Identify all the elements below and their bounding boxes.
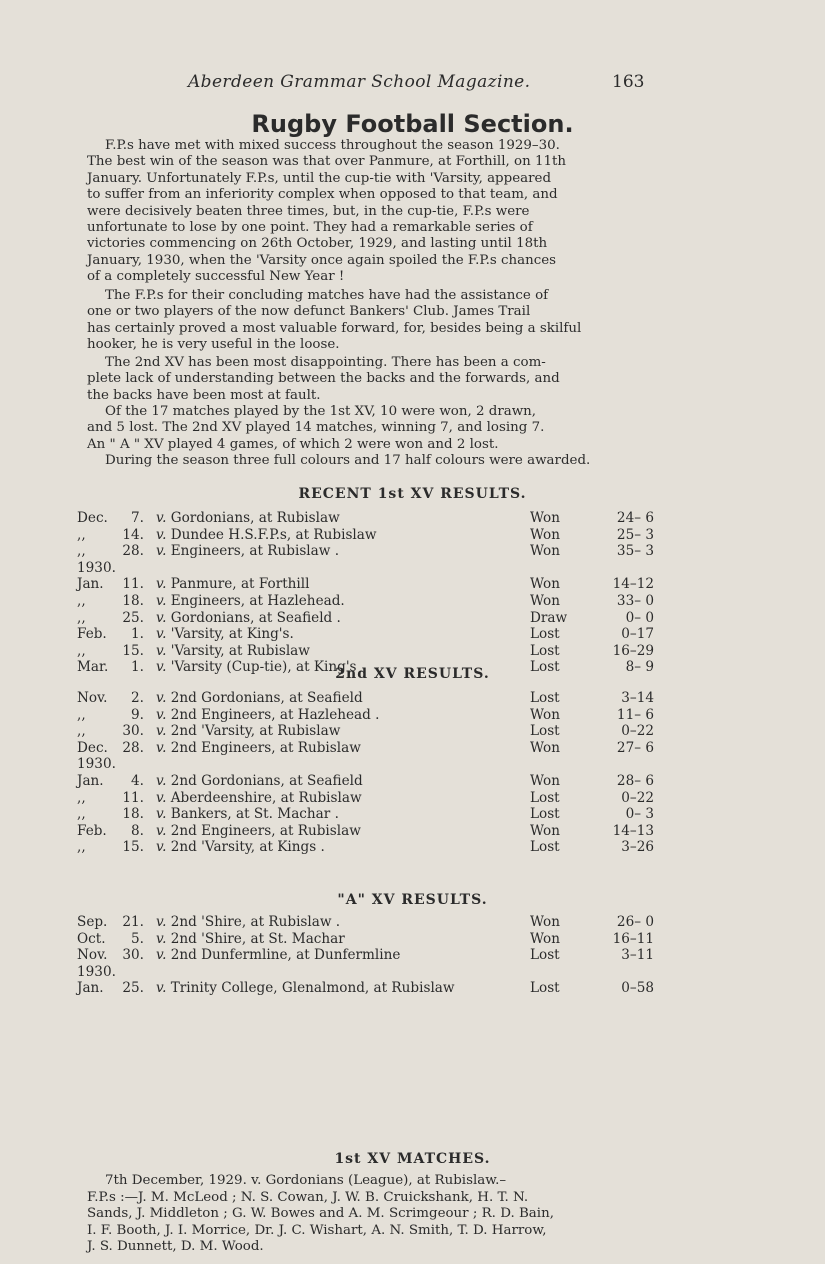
score: 0–22 — [621, 723, 654, 740]
result: Won — [530, 914, 560, 930]
score: 27– 6 — [616, 739, 654, 756]
text-line: unfortunate to lose by one point. They had a remarkable series of — [87, 220, 533, 236]
text-line: J. S. Dunnett, D. M. Wood. — [87, 1239, 264, 1255]
opponent-name: 'Varsity (Cup-tie), at King's — [170, 659, 357, 676]
versus-mark: v. — [156, 706, 167, 723]
result: Lost — [530, 723, 560, 740]
month: Nov. — [77, 690, 108, 706]
result-row — [0, 510, 825, 527]
opponent-name: 2nd Gordonians, at Seafield — [170, 773, 363, 789]
day: 9. — [131, 706, 144, 723]
day: 18. — [122, 806, 144, 823]
day: 5. — [131, 930, 144, 947]
text-line: During the season three full colours and 17 half colours were awarded. — [105, 453, 591, 468]
result-row — [0, 947, 825, 964]
month: Jan. — [77, 980, 104, 997]
text-line: The 2nd XV has been most disappointing. There has been a com- — [105, 355, 546, 370]
text-line: were decisively beaten three times, but, in the cup-tie, F.P.s were — [87, 203, 530, 219]
opponent-name: 2nd 'Shire, at Rubislaw . — [170, 914, 341, 930]
month: Oct. — [77, 930, 106, 947]
text-line: hooker, he is very useful in the loose. — [87, 337, 340, 353]
result-row — [0, 773, 825, 790]
month: ,, — [77, 706, 86, 723]
opponent — [156, 690, 363, 706]
matches-heading: 1st XV MATCHES. — [334, 1151, 491, 1167]
text-line: to suffer from an inferiority complex when opposed to that team, and — [87, 187, 558, 203]
day: 30. — [122, 723, 144, 740]
month: Mar. — [77, 659, 109, 676]
result-row — [0, 839, 825, 856]
result: Lost — [530, 642, 560, 659]
day: 7. — [131, 510, 144, 526]
result-row — [0, 723, 825, 740]
score: 0– 0 — [625, 609, 654, 626]
score: 33– 0 — [616, 593, 654, 609]
day: 25. — [122, 980, 144, 997]
versus-mark: v. — [156, 642, 167, 659]
opponent — [156, 723, 340, 739]
day: 4. — [131, 773, 144, 789]
opponent-name: 'Varsity, at Rubislaw — [170, 642, 310, 659]
month: ,, — [77, 839, 86, 856]
result-row — [0, 806, 825, 823]
score: 16–11 — [612, 930, 654, 947]
versus-mark: v. — [156, 593, 167, 609]
opponent-name: Engineers, at Rubislaw . — [170, 543, 340, 560]
opponent — [156, 643, 310, 659]
text-line: victories commencing on 26th October, 1929, and lasting until 18th — [87, 236, 548, 252]
text-line: and 5 lost. The 2nd XV played 14 matches, winning 7, and losing 7. — [87, 420, 545, 436]
results-heading: RECENT 1st XV RESULTS. — [298, 486, 527, 502]
result: Lost — [530, 789, 560, 806]
day: 1. — [131, 626, 144, 643]
text-line: January, 1930, when the 'Varsity once again spoiled the F.P.s chances — [87, 252, 557, 268]
opponent-name: Bankers, at St. Machar . — [170, 806, 339, 823]
opponent — [156, 707, 379, 723]
versus-mark: v. — [156, 914, 167, 930]
opponent — [156, 980, 455, 996]
paragraph — [87, 404, 638, 453]
text-line: of a completely successful New Year ! — [87, 269, 345, 285]
results-heading: "A" XV RESULTS. — [337, 892, 488, 908]
opponent — [156, 593, 345, 609]
text-line: has certainly proved a most valuable forward, for, besides being a skilful — [87, 320, 582, 336]
month: Feb. — [77, 822, 107, 839]
score: 3–11 — [621, 947, 654, 964]
score: 14–13 — [612, 822, 654, 839]
versus-mark: v. — [156, 930, 167, 947]
running-title: Aberdeen Grammar School Magazine. — [188, 72, 531, 92]
result: Won — [530, 739, 560, 756]
month: Dec. — [77, 510, 108, 526]
section-title: Rugby Football Section. — [251, 110, 574, 138]
month: Jan. — [77, 773, 104, 789]
versus-mark: v. — [156, 526, 167, 543]
versus-mark: v. — [156, 773, 167, 789]
opponent — [156, 740, 361, 756]
result-row — [0, 610, 825, 627]
result: Won — [530, 706, 560, 723]
text-line: the backs have been most at fault. — [87, 387, 321, 403]
result-row — [0, 690, 825, 707]
result-row — [0, 593, 825, 610]
opponent — [156, 839, 325, 855]
day: 8. — [131, 822, 144, 839]
result-row — [0, 914, 825, 931]
result-row — [0, 790, 825, 807]
versus-mark: v. — [156, 609, 167, 626]
day: 28. — [122, 543, 144, 560]
result: Won — [530, 773, 560, 789]
opponent-name: Panmure, at Forthill — [170, 576, 310, 593]
opponent-name: Trinity College, Glenalmond, at Rubislaw — [170, 980, 455, 997]
day: 15. — [122, 839, 144, 856]
result: Won — [530, 576, 560, 593]
month: ,, — [77, 593, 86, 609]
versus-mark: v. — [156, 947, 167, 964]
opponent — [156, 947, 400, 963]
opponent — [156, 626, 294, 642]
opponent-name: 2nd Engineers, at Hazlehead . — [170, 706, 380, 723]
month: Sep. — [77, 914, 108, 930]
paragraph — [87, 453, 638, 469]
day: 14. — [122, 526, 144, 543]
score: 8– 9 — [625, 659, 654, 676]
versus-mark: v. — [156, 980, 167, 997]
opponent-name: 2nd 'Varsity, at Kings . — [170, 839, 325, 856]
score: 11– 6 — [616, 706, 654, 723]
result-row — [0, 823, 825, 840]
day: 25. — [122, 609, 144, 626]
score: 0–17 — [621, 626, 654, 643]
opponent-name: 2nd Engineers, at Rubislaw — [170, 822, 361, 839]
result-row — [0, 527, 825, 544]
month: ,, — [77, 526, 86, 543]
opponent — [156, 773, 363, 789]
month: ,, — [77, 806, 86, 823]
paragraph — [87, 288, 638, 354]
month: Feb. — [77, 626, 107, 643]
month: Nov. — [77, 947, 108, 964]
opponent — [156, 914, 340, 930]
opponent — [156, 790, 362, 806]
result-row — [0, 543, 825, 560]
opponent — [156, 610, 341, 626]
page-number: 163 — [612, 72, 645, 92]
score: 14–12 — [612, 576, 654, 593]
opponent-name: 2nd 'Varsity, at Rubislaw — [170, 723, 341, 740]
result-row — [0, 740, 825, 757]
text-line: The best win of the season was that over Panmure, at Forthill, on 11th — [87, 154, 567, 170]
month: ,, — [77, 789, 86, 806]
month: ,, — [77, 642, 86, 659]
opponent-name: Gordonians, at Seafield . — [170, 609, 341, 626]
text-line: one or two players of the now defunct Bankers' Club. James Trail — [87, 304, 531, 320]
score: 25– 3 — [616, 526, 654, 543]
versus-mark: v. — [156, 739, 167, 756]
month: ,, — [77, 543, 86, 560]
day: 15. — [122, 642, 144, 659]
versus-mark: v. — [156, 839, 167, 856]
opponent-name: Gordonians, at Rubislaw — [170, 510, 340, 526]
result-row — [0, 980, 825, 997]
versus-mark: v. — [156, 789, 167, 806]
opponent — [156, 823, 361, 839]
score: 0–22 — [621, 789, 654, 806]
year-label: 1930. — [77, 963, 116, 980]
score: 3–14 — [621, 690, 654, 706]
paragraph — [87, 138, 638, 286]
opponent — [156, 527, 377, 543]
month: Jan. — [77, 576, 104, 593]
matches-text — [87, 1173, 638, 1256]
text-line: An " A " XV played 4 games, of which 2 were won and 2 lost. — [87, 436, 499, 452]
result: Won — [530, 593, 560, 609]
score: 0–58 — [621, 980, 654, 997]
result: Lost — [530, 626, 560, 643]
score: 24– 6 — [616, 510, 654, 526]
results-heading: 2nd XV RESULTS. — [335, 666, 490, 682]
day: 2. — [131, 690, 144, 706]
result: Lost — [530, 839, 560, 856]
day: 30. — [122, 947, 144, 964]
text-line: January. Unfortunately F.P.s, until the cup-tie with 'Varsity, appeared — [87, 170, 552, 186]
versus-mark: v. — [156, 690, 167, 706]
result: Won — [530, 822, 560, 839]
versus-mark: v. — [156, 510, 167, 526]
year-label: 1930. — [77, 756, 116, 773]
result-row — [0, 931, 825, 948]
opponent — [156, 931, 345, 947]
text-line: F.P.s :—J. M. McLeod ; N. S. Cowan, J. W. B. Cruickshank, H. T. N. — [87, 1189, 529, 1205]
month: ,, — [77, 609, 86, 626]
opponent-name: Engineers, at Hazlehead. — [170, 593, 345, 609]
opponent — [156, 806, 339, 822]
versus-mark: v. — [156, 543, 167, 560]
month: ,, — [77, 723, 86, 740]
score: 3–26 — [621, 839, 654, 856]
year-label: 1930. — [77, 559, 116, 576]
day: 1. — [131, 659, 144, 676]
opponent — [156, 543, 339, 559]
opponent-name: 'Varsity, at King's. — [170, 626, 294, 643]
result-row — [0, 707, 825, 724]
text-line: I. F. Booth, J. I. Morrice, Dr. J. C. Wishart, A. N. Smith, T. D. Harrow, — [87, 1222, 547, 1238]
result: Lost — [530, 980, 560, 997]
opponent-name: 2nd 'Shire, at St. Machar — [170, 930, 345, 947]
result: Won — [530, 543, 560, 560]
text-line: 7th December, 1929. v. Gordonians (League), at Rubislaw.– — [105, 1173, 507, 1188]
versus-mark: v. — [156, 822, 167, 839]
opponent — [156, 576, 309, 592]
versus-mark: v. — [156, 659, 167, 676]
text-line: F.P.s have met with mixed success throughout the season 1929–30. — [105, 138, 560, 153]
score: 16–29 — [612, 642, 654, 659]
versus-mark: v. — [156, 626, 167, 643]
versus-mark: v. — [156, 723, 167, 740]
result-row — [0, 626, 825, 643]
score: 28– 6 — [616, 773, 654, 789]
versus-mark: v. — [156, 806, 167, 823]
result: Lost — [530, 690, 560, 706]
month: Dec. — [77, 739, 108, 756]
opponent-name: Aberdeenshire, at Rubislaw — [170, 789, 362, 806]
score: 35– 3 — [616, 543, 654, 560]
day: 11. — [122, 789, 144, 806]
result: Lost — [530, 659, 560, 676]
opponent-name: Dundee H.S.F.P.s, at Rubislaw — [170, 526, 377, 543]
paragraph — [87, 355, 638, 404]
result: Won — [530, 510, 560, 526]
opponent-name: 2nd Engineers, at Rubislaw — [170, 739, 361, 756]
result: Won — [530, 930, 560, 947]
score: 26– 0 — [616, 914, 654, 930]
opponent-name: 2nd Gordonians, at Seafield — [170, 690, 363, 706]
opponent — [156, 510, 340, 526]
day: 18. — [122, 593, 144, 609]
result: Draw — [530, 609, 568, 626]
day: 11. — [122, 576, 144, 593]
opponent-name: 2nd Dunfermline, at Dunfermline — [170, 947, 401, 964]
result: Won — [530, 526, 560, 543]
day: 21. — [122, 914, 144, 930]
score: 0– 3 — [625, 806, 654, 823]
text-line: Of the 17 matches played by the 1st XV, 10 were won, 2 drawn, — [105, 404, 537, 419]
text-line: plete lack of understanding between the backs and the forwards, and — [87, 371, 560, 387]
result-row — [0, 643, 825, 660]
result-row — [0, 576, 825, 593]
result: Lost — [530, 947, 560, 964]
result: Lost — [530, 806, 560, 823]
day: 28. — [122, 739, 144, 756]
text-line: Sands, J. Middleton ; G. W. Bowes and A. M. Scrimgeour ; R. D. Bain, — [87, 1206, 554, 1222]
versus-mark: v. — [156, 576, 167, 593]
text-line: The F.P.s for their concluding matches have had the assistance of — [105, 288, 549, 303]
